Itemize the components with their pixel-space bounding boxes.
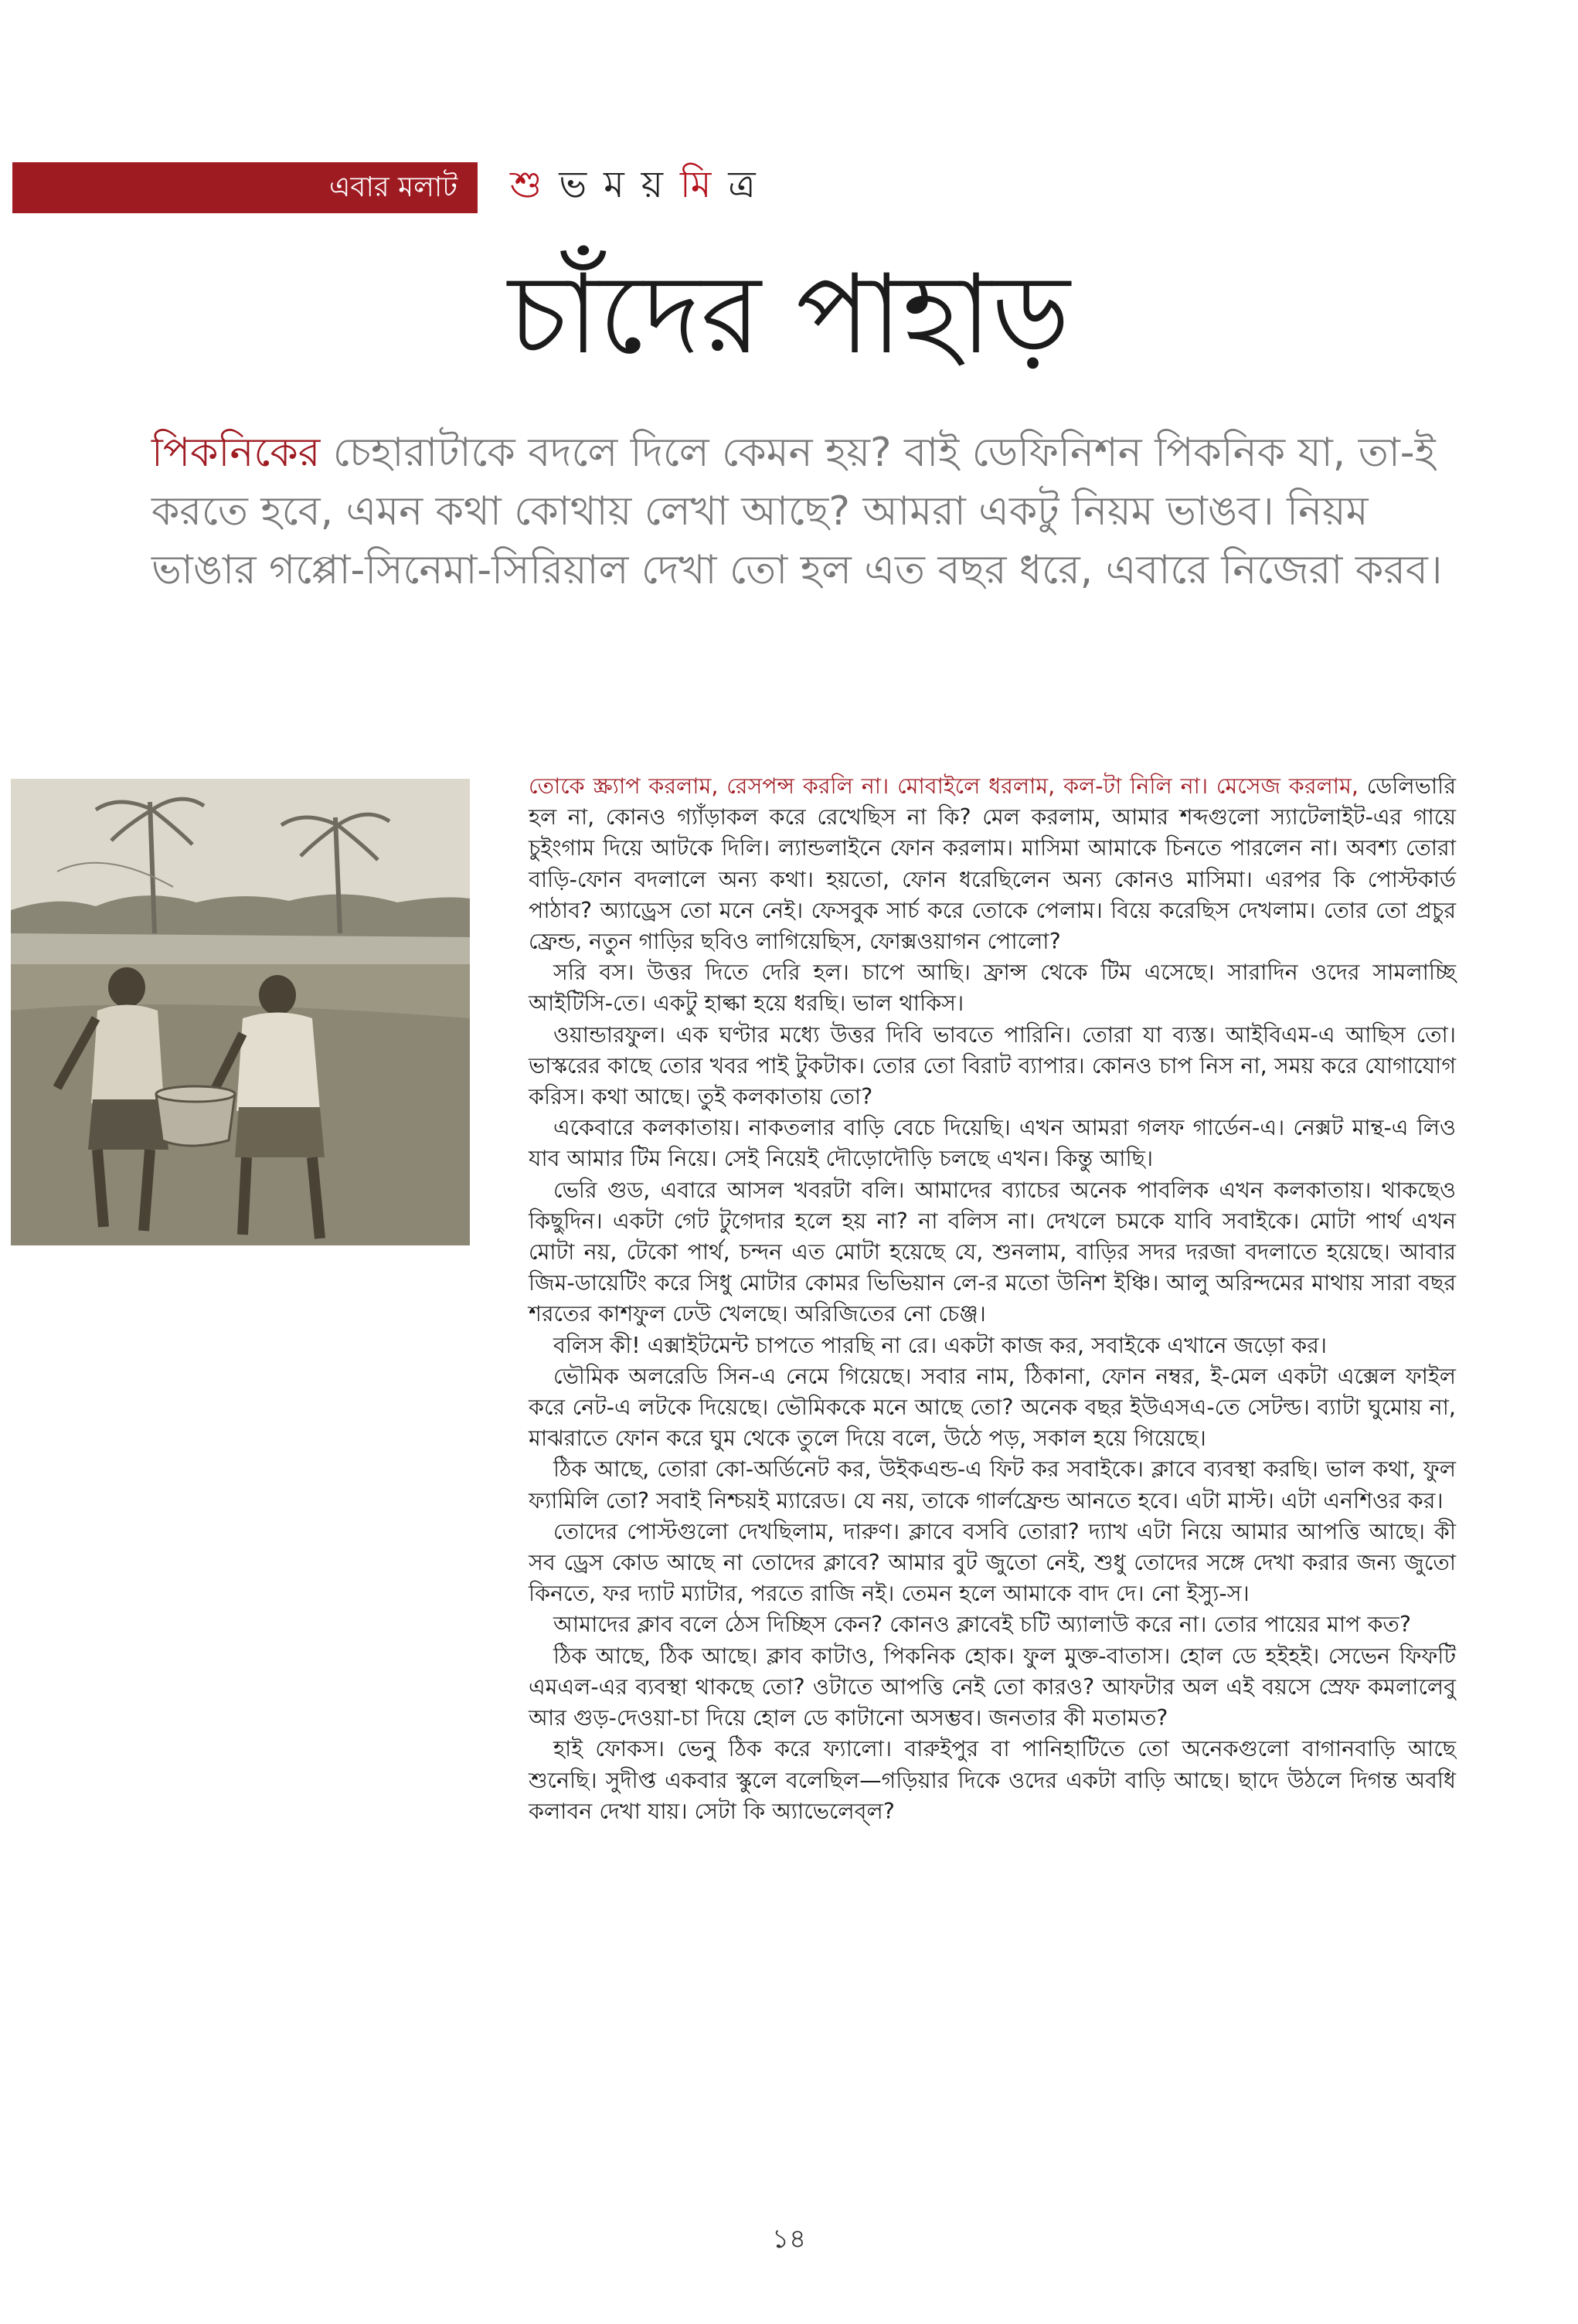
- body-paragraph-5: ভেরি গুড, এবারে আসল খবরটা বলি। আমাদের ব্যাচের অনেক পাবলিক এখন কলকাতায়। থাকছেও কিছুদিন। একটা গেট টুগেদার হলে হয় না? না বলিস না। দেখলে চমকে যাবি সবাইকে। মোটা পার্থ এখন মোটা নয়, টেকো পার্থ, চন্দন এত মোটা হয়েছে যে, শুনলাম, বাড়ির সদর দরজা বদলাতে হয়েছে। আবার জিম-ডায়েটিং করে সিধু মোটার কোমর ভিভিয়ান লে-র মতো উনিশ ইঞ্চি। আলু অরিন্দমের মাথায় সারা বছর শরতের কাশফুল ঢেউ খেলছে। অরিজিতের নো চেঞ্জ।: [529, 1177, 1456, 1327]
- author-part-1: শু: [510, 162, 559, 206]
- body-paragraph-12: হাই ফোকস। ভেনু ঠিক করে ফ্যালো। বারুইপুর বা পানিহাটিতে তো অনেকগুলো বাগানবাড়ি আছে শুনেছি। সুদীপ্ত একবার স্কুলে বলেছিল—গড়িয়ার দিকে ওদের একটা বাড়ি আছে। ছাদে উঠলে দিগন্ত অবধি কলাবন দেখা যায়। সেটা কি অ্যাভেলেব্‌ল?: [529, 1736, 1456, 1824]
- section-label-bar: [12, 162, 478, 213]
- author-part-2: ভময়: [559, 162, 681, 206]
- intro-paragraph: [151, 423, 1481, 600]
- body-paragraph-2: সরি বস। উত্তর দিতে দেরি হল। চাপে আছি। ফ্রান্স থেকে টিম এসেছে। সারাদিন ওদের সামলাচ্ছি আইটিসি-তে। একটু হাল্কা হয়ে ধরছি। ভাল থাকিস।: [529, 960, 1456, 1017]
- intro-text: চেহারাটাকে বদলে দিলে কেমন হয়? বাই ডেফিনিশন পিকনিক যা, তা-ই করতে হবে, এমন কথা কোথায় লেখা আছে? আমরা একটু নিয়ম ভাঙব। নিয়ম ভাঙার গপ্পো-সিনেমা-সিরিয়াল দেখা তো হল এত বছর ধরে, এবারে নিজেরা করব।: [151, 430, 1443, 593]
- body-paragraph-text: ডেলিভারি হল না, কোনও গ্যাঁড়াকল করে রেখেছিস না কি? মেল করলাম, আমার শব্দগুলো স্যাটেলাইট-এর গায়ে চুইংগাম দিয়ে আটকে দিলি। ল্যান্ডলাইনে ফোন করলাম। মাসিমা আমাকে চিনতে পারলেন না। অবশ্য তোরা বাড়ি-ফোন বদলালে অন্য কথা। হয়তো, ফোন ধরেছিলেন অন্য কোনও মাসিমা। এরপর কি পোস্টকার্ড পাঠাব? অ্যাড্রেস তো মনে নেই। ফেসবুক সার্চ করে তোকে পেলাম। বিয়ে করেছিস দেখলাম। তোর তো প্রচুর ফ্রেন্ড, নতুন গাড়ির ছবিও লাগিয়েছিস, ফোক্সওয়াগন পোলো?: [529, 773, 1456, 955]
- photo-illustration: [11, 779, 470, 1245]
- body-paragraph-3: ওয়ান্ডারফুল। এক ঘণ্টার মধ্যে উত্তর দিবি ভাবতে পারিনি। তোরা যা ব্যস্ত। আইবিএম-এ আছিস তো। ভাস্করের কাছে তোর খবর পাই টুকটাক। তোর তো বিরাট ব্যাপার। কোনও চাপ নিস না, সময় করে যোগাযোগ করিস। কথা আছে। তুই কলকাতায় তো?: [529, 1021, 1456, 1110]
- body-paragraph-9: তোদের পোস্টগুলো দেখছিলাম, দারুণ। ক্লাবে বসবি তোরা? দ্যাখ এটা নিয়ে আমার আপত্তি আছে। কী সব ড্রেস কোড আছে না তোদের ক্লাবে? আমার বুট জুতো নেই, শুধু তোদের সঙ্গে দেখা করার জন্য জুতো কিনতে, ফর দ্যাট ম্যাটার, পরতে রাজি নই। তেমন হলে আমাকে বাদ দে। নো ইস্যু-স।: [529, 1518, 1456, 1607]
- section-label: এবার মলাট: [329, 172, 457, 203]
- body-paragraph-4: একেবারে কলকাতায়। নাকতলার বাড়ি বেচে দিয়েছি। এখন আমরা গলফ গার্ডেন-এ। নেক্সট মান্থ-এ লিও যাব আমার টিম নিয়ে। সেই নিয়েই দৌড়োদৌড়ি চলছে এখন। কিন্তু আছি।: [529, 1115, 1456, 1172]
- page-number: ১৪: [771, 2224, 807, 2254]
- story-photo: [11, 779, 470, 1245]
- intro-lead-word: পিকনিকের: [151, 430, 321, 476]
- body-paragraph-8: ঠিক আছে, তোরা কো-অর্ডিনেট কর, উইকএন্ড-এ ফিট কর সবাইকে। ক্লাবে ব্যবস্থা করছি। ভাল কথা, ফুল ফ্যামিলি তো? সবাই নিশ্চয়ই ম্যারেড। যে নয়, তাকে গার্লফ্রেন্ড আনতে হবে। এটা মাস্ট। এটা এনশিওর কর।: [529, 1456, 1456, 1514]
- author-name: [510, 158, 773, 216]
- body-paragraph-7: ভৌমিক অলরেডি সিন-এ নেমে গিয়েছে। সবার নাম, ঠিকানা, ফোন নম্বর, ই-মেল একটা এক্সেল ফাইল করে নেট-এ লটকে দিয়েছে। ভৌমিককে মনে আছে তো? অনেক বছর ইউএসএ-তে সেটল্ড। ব্যাটা ঘুমোয় না, মাঝরাতে ফোন করে ঘুম থেকে তুলে দিয়ে বলে, উঠে পড়, সকাল হয়ে গিয়েছে।: [529, 1363, 1456, 1452]
- body-paragraph-11: ঠিক আছে, ঠিক আছে। ক্লাব কাটাও, পিকনিক হোক। ফুল মুক্ত-বাতাস। হোল ডে হইহই। সেভেন ফিফটি এমএল-এর ব্যবস্থা থাকছে তো? ওটাতে আপত্তি নেই তো কারও? আফটার অল এই বয়সে স্রেফ কমলালেবু আর গুড়-দেওয়া-চা দিয়ে হোল ডে কাটানো অসম্ভব। জনতার কী মতামত?: [529, 1643, 1456, 1731]
- author-part-4: ত্র: [728, 162, 773, 206]
- body-paragraph-1: [529, 771, 1456, 957]
- body-paragraph-6: বলিস কী! এক্সাইটমেন্ট চাপতে পারছি না রে। একটা কাজ কর, সবাইকে এখানে জড়ো কর।: [553, 1332, 1328, 1358]
- body-lead-line: তোকে স্ক্র্যাপ করলাম, রেসপন্স করলি না। মোবাইলে ধরলাম, কল-টা নিলি না। মেসেজ করলাম,: [529, 773, 1359, 799]
- story-title: চাঁদের পাহাড়: [508, 251, 1070, 379]
- body-paragraph-10: আমাদের ক্লাব বলে ঠেস দিচ্ছিস কেন? কোনও ক্লাবেই চটি অ্যালাউ করে না। তোর পায়ের মাপ কত?: [553, 1612, 1411, 1638]
- author-part-3: মি: [680, 162, 729, 206]
- story-body: [529, 771, 1456, 1827]
